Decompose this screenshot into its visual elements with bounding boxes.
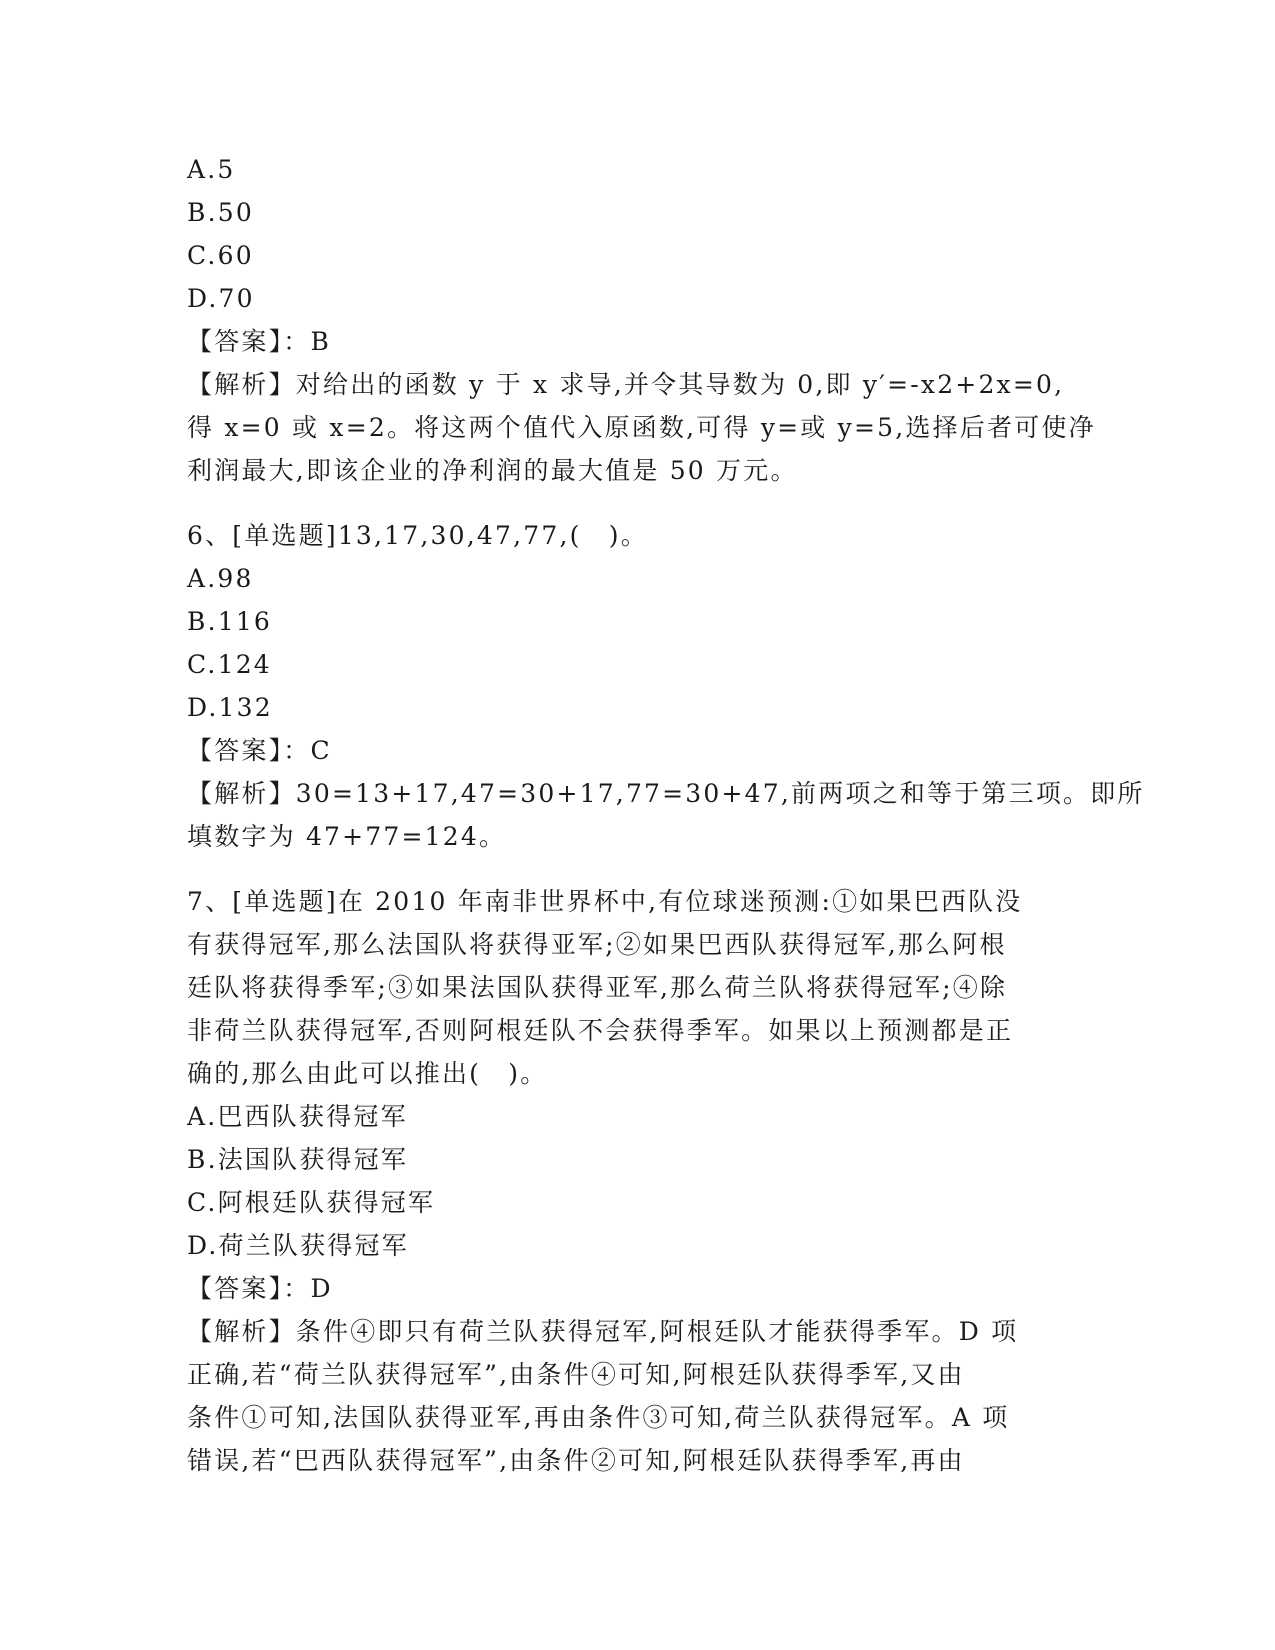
- explanation-line: 利润最大,即该企业的净利润的最大值是 50 万元。: [187, 456, 798, 485]
- option-b: B.50: [187, 198, 254, 227]
- explanation-line: 错误,若“巴西队获得冠军”,由条件②可知,阿根廷队获得季军,再由: [187, 1446, 965, 1475]
- question-stem: 有获得冠军,那么法国队将获得亚军;②如果巴西队获得冠军,那么阿根: [187, 930, 1007, 959]
- explanation-line: 得 x=0 或 x=2。将这两个值代入原函数,可得 y=或 y=5,选择后者可使净: [187, 413, 1096, 442]
- question-stem: 确的,那么由此可以推出( )。: [187, 1059, 548, 1088]
- explanation-line: 【解析】30=13+17,47=30+17,77=30+47,前两项之和等于第三项。即所: [187, 779, 1145, 808]
- question-6: [187, 514, 1145, 858]
- answer-line: 【答案】：D: [187, 1274, 333, 1303]
- question-7: [187, 880, 1072, 1482]
- explanation-line: 填数字为 47+77=124。: [187, 822, 507, 851]
- option-c: C.124: [187, 650, 272, 679]
- question-stem: 6、[单选题]13,17,30,47,77,( )。: [187, 521, 648, 550]
- question-5-tail: [187, 148, 1096, 492]
- option-d: D.70: [187, 284, 255, 313]
- option-a: A.98: [187, 564, 254, 593]
- spacer: [187, 492, 1072, 514]
- spacer: [187, 858, 1072, 880]
- option-a: A.巴西队获得冠军: [187, 1102, 408, 1131]
- option-d: D.荷兰队获得冠军: [187, 1231, 409, 1260]
- option-c: C.60: [187, 241, 254, 270]
- option-b: B.116: [187, 607, 273, 636]
- answer-line: 【答案】：B: [187, 327, 332, 356]
- answer-line: 【答案】：C: [187, 736, 332, 765]
- option-c: C.阿根廷队获得冠军: [187, 1188, 436, 1217]
- option-b: B.法国队获得冠军: [187, 1145, 409, 1174]
- explanation-line: 正确,若“荷兰队获得冠军”,由条件④可知,阿根廷队获得季军,又由: [187, 1360, 965, 1389]
- question-stem: 廷队将获得季军;③如果法国队获得亚军,那么荷兰队将获得冠军;④除: [187, 973, 1008, 1002]
- explanation-line: 条件①可知,法国队获得亚军,再由条件③可知,荷兰队获得冠军。A 项: [187, 1403, 1010, 1432]
- option-a: A.5: [187, 155, 236, 184]
- explanation-line: 【解析】条件④即只有荷兰队获得冠军,阿根廷队才能获得季军。D 项: [187, 1317, 1019, 1346]
- question-stem: 7、[单选题]在 2010 年南非世界杯中,有位球迷预测:①如果巴西队没: [187, 887, 1023, 916]
- document-page: [187, 148, 1145, 1482]
- question-stem: 非荷兰队获得冠军,否则阿根廷队不会获得季军。如果以上预测都是正: [187, 1016, 1014, 1045]
- option-d: D.132: [187, 693, 273, 722]
- explanation-line: 【解析】对给出的函数 y 于 x 求导,并令其导数为 0,即 y′=-x2+2x=0,: [187, 370, 1065, 399]
